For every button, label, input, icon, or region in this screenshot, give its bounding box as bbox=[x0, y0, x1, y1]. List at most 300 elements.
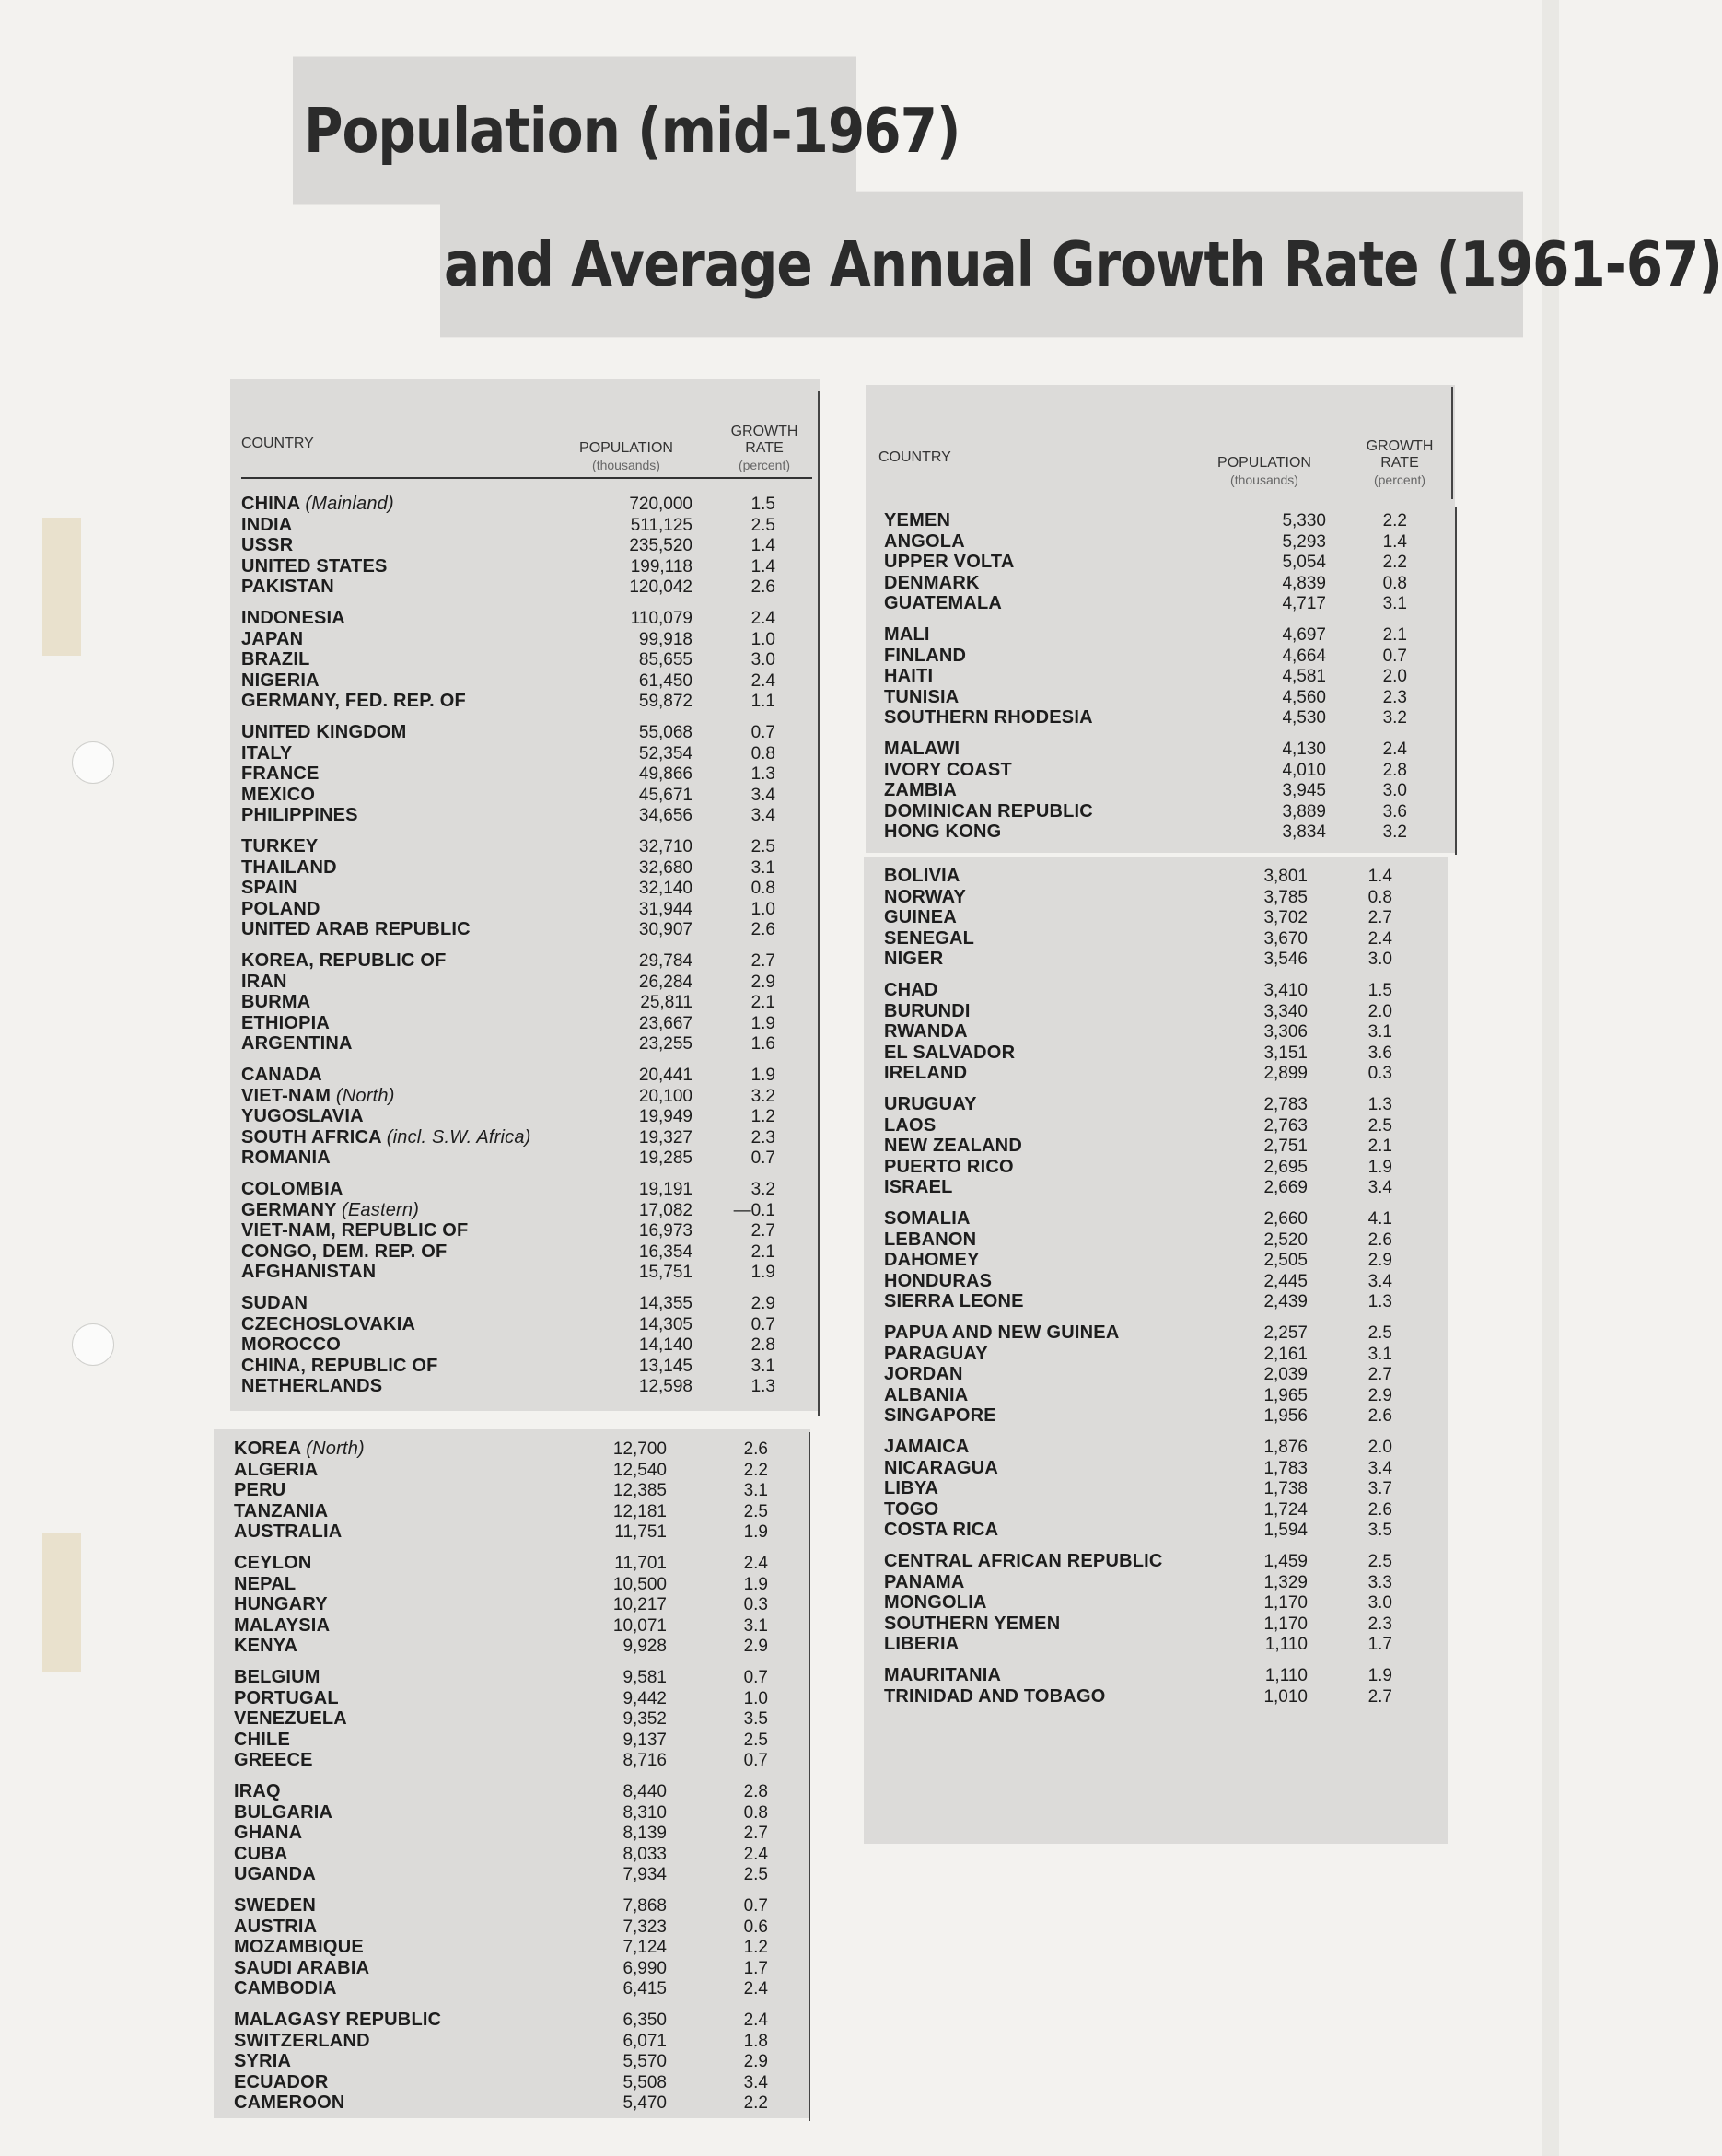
table-row bbox=[884, 1478, 1437, 1499]
growth-rate-value: 1.4 bbox=[1382, 531, 1407, 552]
country-name-text: SOUTHERN RHODESIA bbox=[884, 707, 1093, 728]
country-name bbox=[241, 629, 303, 650]
population-value: 4,530 bbox=[1282, 708, 1326, 728]
country-name-text: ITALY bbox=[241, 742, 293, 763]
population-value: 32,680 bbox=[638, 857, 692, 878]
country-name-text: CZECHOSLOVAKIA bbox=[241, 1313, 416, 1334]
table-row bbox=[234, 2072, 805, 2093]
country-name bbox=[241, 1293, 308, 1314]
table-row bbox=[241, 1293, 812, 1314]
growth-rate-value: 3.3 bbox=[1367, 1572, 1392, 1592]
country-name-text: IRAN bbox=[241, 971, 287, 992]
country-name bbox=[241, 1148, 331, 1169]
column-rule-right-upper bbox=[1455, 507, 1457, 855]
country-name-text: AUSTRIA bbox=[234, 1916, 318, 1937]
country-name bbox=[884, 624, 930, 646]
country-name bbox=[884, 1665, 1001, 1686]
table-row bbox=[241, 649, 812, 670]
header-growth-label: GROWTH bbox=[730, 424, 798, 439]
country-name bbox=[884, 510, 950, 531]
growth-rate-value: 3.1 bbox=[1367, 1344, 1392, 1364]
country-name-text: KOREA, REPUBLIC OF bbox=[241, 950, 447, 971]
country-name bbox=[241, 950, 447, 972]
country-name bbox=[234, 1667, 320, 1688]
country-name-text: FINLAND bbox=[884, 645, 967, 666]
country-name-text: INDONESIA bbox=[241, 608, 345, 628]
country-name-text: MAURITANIA bbox=[884, 1665, 1002, 1685]
growth-rate-value: 0.7 bbox=[743, 1896, 768, 1916]
population-value: 6,415 bbox=[622, 1979, 667, 1999]
country-name bbox=[234, 1439, 365, 1460]
country-name bbox=[234, 1730, 290, 1751]
growth-rate-value: 3.0 bbox=[750, 650, 775, 670]
country-name-text: JAPAN bbox=[241, 628, 304, 649]
growth-rate-value: 3.5 bbox=[743, 1709, 768, 1730]
country-name-text: GUATEMALA bbox=[884, 593, 1003, 614]
population-value: 26,284 bbox=[638, 972, 692, 992]
country-name-text: THAILAND bbox=[241, 857, 337, 878]
table-row bbox=[234, 1480, 805, 1501]
population-value: 8,139 bbox=[622, 1824, 667, 1844]
country-name bbox=[241, 899, 320, 920]
population-value: 5,570 bbox=[622, 2052, 667, 2072]
country-name bbox=[884, 1634, 959, 1655]
table-row bbox=[884, 1385, 1437, 1406]
country-name bbox=[241, 1086, 395, 1107]
country-name-text: ALBANIA bbox=[884, 1384, 969, 1405]
population-value: 4,697 bbox=[1282, 625, 1326, 645]
growth-rate-value: 1.7 bbox=[743, 1958, 768, 1978]
population-value: 19,327 bbox=[638, 1127, 692, 1148]
population-value: 5,054 bbox=[1282, 553, 1326, 573]
table-row bbox=[884, 707, 1446, 728]
table-row bbox=[241, 1241, 812, 1263]
country-name bbox=[884, 1230, 976, 1251]
population-value: 8,440 bbox=[622, 1782, 667, 1801]
country-name-text: JAMAICA bbox=[884, 1437, 970, 1457]
growth-rate-value: 1.9 bbox=[750, 1066, 775, 1085]
population-value: 23,255 bbox=[638, 1034, 692, 1055]
table-row bbox=[234, 1750, 805, 1771]
country-name bbox=[884, 707, 1093, 728]
table-row bbox=[884, 1499, 1437, 1521]
population-value: 61,450 bbox=[638, 670, 692, 691]
country-name bbox=[241, 785, 315, 806]
country-name-text: BOLIVIA bbox=[884, 866, 960, 886]
country-name bbox=[884, 739, 960, 760]
country-name bbox=[234, 2051, 291, 2072]
growth-rate-value: 4.1 bbox=[1367, 1209, 1392, 1229]
population-value: 5,470 bbox=[622, 2093, 667, 2114]
table-row bbox=[234, 1895, 805, 1917]
growth-rate-value: 3.4 bbox=[750, 785, 775, 805]
country-name-text: MALAGASY REPUBLIC bbox=[234, 2010, 442, 2030]
growth-rate-value: 2.9 bbox=[743, 2052, 768, 2072]
country-name-text: ISRAEL bbox=[884, 1177, 953, 1198]
growth-rate-value: 1.9 bbox=[1367, 1157, 1392, 1177]
growth-rate-value: 2.5 bbox=[1367, 1323, 1392, 1343]
growth-rate-value: 1.9 bbox=[743, 1522, 768, 1543]
population-value: 2,161 bbox=[1263, 1344, 1308, 1364]
country-name-text: UNITED KINGDOM bbox=[241, 722, 407, 742]
header-population-unit-right: (thousands) bbox=[1230, 472, 1298, 487]
growth-rate-value: 1.0 bbox=[750, 899, 775, 919]
population-value: 2,669 bbox=[1263, 1178, 1308, 1198]
growth-rate-value: 2.6 bbox=[743, 1439, 768, 1459]
country-name bbox=[234, 1501, 328, 1522]
population-value: 7,323 bbox=[622, 1917, 667, 1937]
growth-rate-value: 0.8 bbox=[1382, 573, 1407, 593]
growth-rate-value: 2.0 bbox=[1382, 667, 1407, 687]
country-name bbox=[241, 1262, 376, 1283]
population-value: 1,110 bbox=[1264, 1666, 1308, 1685]
population-value: 17,082 bbox=[638, 1200, 692, 1220]
column-rule-left-lower bbox=[809, 1432, 810, 2121]
table-row bbox=[884, 1437, 1437, 1458]
table-row bbox=[884, 1665, 1437, 1686]
country-name bbox=[241, 1127, 531, 1148]
table-row bbox=[884, 552, 1446, 573]
growth-rate-value: 0.7 bbox=[750, 1314, 775, 1334]
country-name-text: GERMANY bbox=[241, 1199, 343, 1220]
country-name bbox=[241, 763, 320, 785]
growth-rate-value: 3.2 bbox=[750, 1086, 775, 1106]
population-value: 2,039 bbox=[1263, 1365, 1308, 1385]
table-row bbox=[884, 1291, 1437, 1312]
column-rule-right-header bbox=[1451, 387, 1453, 499]
growth-rate-value: 0.7 bbox=[750, 723, 775, 742]
table-row bbox=[241, 1356, 812, 1377]
country-name-qualifier: (North) bbox=[335, 1085, 395, 1106]
growth-rate-value: 2.2 bbox=[1382, 511, 1407, 530]
table-row bbox=[884, 1614, 1437, 1635]
table-row bbox=[884, 907, 1437, 928]
country-name-text: IRAQ bbox=[234, 1781, 281, 1801]
growth-rate-value: 1.5 bbox=[1367, 981, 1392, 1000]
table-row bbox=[884, 1136, 1437, 1157]
population-value: 19,191 bbox=[638, 1180, 692, 1199]
country-name-text: BURUNDI bbox=[884, 1000, 971, 1021]
country-name-text: BURMA bbox=[241, 992, 311, 1013]
growth-rate-value: 1.9 bbox=[1367, 1666, 1392, 1685]
population-value: 1,329 bbox=[1263, 1572, 1308, 1592]
growth-rate-value: 3.6 bbox=[1382, 801, 1407, 822]
header-growth-unit: (percent) bbox=[738, 458, 791, 472]
growth-rate-value: 1.6 bbox=[750, 1034, 775, 1055]
country-name-text: TUNISIA bbox=[884, 686, 960, 707]
country-name-text: NIGER bbox=[884, 949, 944, 970]
growth-rate-value: 1.3 bbox=[1367, 1095, 1392, 1114]
growth-rate-value: 2.8 bbox=[750, 1335, 775, 1356]
country-name bbox=[241, 1065, 322, 1086]
country-name-text: PANAMA bbox=[884, 1571, 965, 1592]
country-name bbox=[241, 1013, 330, 1034]
punch-hole-lower bbox=[72, 1323, 114, 1366]
population-value: 12,598 bbox=[638, 1377, 692, 1397]
growth-rate-value: 1.7 bbox=[1367, 1635, 1392, 1655]
population-value: 32,140 bbox=[638, 879, 692, 899]
page-subtitle: and Average Annual Growth Rate (1961-67) bbox=[440, 192, 1523, 338]
country-name bbox=[241, 535, 293, 556]
table-row bbox=[241, 743, 812, 764]
country-name bbox=[884, 1405, 996, 1427]
header-growth-label-right: GROWTH bbox=[1366, 438, 1434, 454]
country-name bbox=[234, 1636, 297, 1657]
population-value: 2,257 bbox=[1263, 1323, 1308, 1343]
country-name bbox=[241, 1314, 415, 1335]
growth-rate-value: 3.1 bbox=[743, 1481, 768, 1501]
population-value: 12,181 bbox=[612, 1501, 667, 1521]
country-name bbox=[884, 531, 965, 553]
growth-rate-value: 2.0 bbox=[1367, 1001, 1392, 1021]
population-value: 720,000 bbox=[629, 495, 692, 514]
growth-rate-value: 1.9 bbox=[750, 1013, 775, 1033]
country-name-text: IVORY COAST bbox=[884, 759, 1012, 780]
population-value: 1,594 bbox=[1263, 1521, 1308, 1541]
growth-rate-value: 1.5 bbox=[750, 495, 775, 514]
table-row bbox=[241, 1106, 812, 1127]
country-name bbox=[884, 1250, 980, 1271]
population-value: 6,990 bbox=[622, 1958, 667, 1978]
table-row bbox=[884, 573, 1446, 594]
country-name bbox=[241, 1200, 419, 1221]
population-value: 2,505 bbox=[1263, 1251, 1308, 1271]
country-name-text: PAKISTAN bbox=[241, 577, 334, 598]
punch-hole-upper bbox=[72, 741, 114, 784]
growth-rate-value: 0.7 bbox=[750, 1148, 775, 1169]
country-name bbox=[241, 670, 320, 692]
country-name bbox=[884, 1592, 987, 1614]
growth-rate-value: 2.6 bbox=[750, 920, 775, 940]
table-row bbox=[234, 1574, 805, 1595]
table-row bbox=[241, 972, 812, 993]
country-name bbox=[234, 1594, 328, 1615]
table-row bbox=[884, 928, 1437, 950]
table-row bbox=[234, 2092, 805, 2114]
table-row bbox=[241, 629, 812, 650]
country-name bbox=[241, 1106, 364, 1127]
header-country: COUNTRY bbox=[241, 436, 314, 451]
country-name bbox=[234, 1708, 347, 1730]
table-row bbox=[884, 949, 1437, 970]
country-name-text: HUNGARY bbox=[234, 1594, 328, 1615]
table-row bbox=[234, 1688, 805, 1709]
country-name bbox=[884, 1177, 953, 1198]
country-name bbox=[884, 646, 966, 667]
country-name-text: IRELAND bbox=[884, 1063, 968, 1084]
country-name bbox=[241, 577, 334, 598]
population-value: 9,928 bbox=[622, 1637, 667, 1657]
population-value: 8,033 bbox=[622, 1844, 667, 1864]
country-name bbox=[241, 649, 310, 670]
table-row bbox=[884, 1208, 1437, 1230]
growth-rate-value: 2.4 bbox=[1367, 928, 1392, 949]
growth-rate-value: 2.6 bbox=[1367, 1230, 1392, 1250]
growth-rate-value: 0.7 bbox=[743, 1668, 768, 1687]
population-value: 2,763 bbox=[1263, 1115, 1308, 1136]
growth-rate-value: 2.4 bbox=[743, 1844, 768, 1864]
table-row bbox=[884, 531, 1446, 553]
country-name bbox=[884, 1291, 1024, 1312]
country-name bbox=[884, 780, 957, 801]
growth-rate-value: 2.5 bbox=[743, 1501, 768, 1521]
country-name bbox=[234, 1937, 364, 1958]
table-row bbox=[241, 670, 812, 692]
country-name bbox=[241, 1334, 341, 1356]
country-name-text: NEW ZEALAND bbox=[884, 1136, 1022, 1157]
table-row bbox=[234, 1937, 805, 1958]
country-name bbox=[884, 1364, 963, 1385]
population-value: 30,907 bbox=[638, 920, 692, 940]
growth-rate-value: 3.1 bbox=[1367, 1022, 1392, 1043]
growth-rate-value: 2.7 bbox=[1367, 1686, 1392, 1707]
growth-rate-value: 0.8 bbox=[750, 879, 775, 899]
population-value: 31,944 bbox=[638, 899, 692, 919]
country-name bbox=[884, 1572, 965, 1593]
header-population-right bbox=[1195, 455, 1333, 488]
population-value: 10,500 bbox=[612, 1574, 667, 1594]
country-name-text: SPAIN bbox=[241, 878, 297, 899]
table-row bbox=[241, 1148, 812, 1169]
growth-rate-value: 0.8 bbox=[743, 1802, 768, 1823]
growth-rate-value: 2.5 bbox=[1367, 1115, 1392, 1136]
population-value: 29,784 bbox=[638, 951, 692, 971]
country-name bbox=[884, 1323, 1119, 1344]
country-name bbox=[234, 1823, 302, 1844]
header-growth-rate-right bbox=[1354, 438, 1446, 488]
growth-rate-value: 3.1 bbox=[743, 1615, 768, 1636]
population-value: 5,508 bbox=[622, 2072, 667, 2092]
population-value: 19,285 bbox=[638, 1148, 692, 1169]
country-name-text: TOGO bbox=[884, 1498, 939, 1520]
population-value: 1,965 bbox=[1263, 1385, 1308, 1405]
growth-rate-value: 2.1 bbox=[750, 993, 775, 1013]
country-name-text: ROMANIA bbox=[241, 1148, 331, 1169]
growth-rate-value: 3.2 bbox=[750, 1180, 775, 1199]
country-name-text: CHILE bbox=[234, 1729, 290, 1750]
table-row bbox=[241, 805, 812, 826]
table-row bbox=[241, 535, 812, 556]
growth-rate-value: —0.1 bbox=[733, 1200, 775, 1220]
growth-rate-value: 2.5 bbox=[750, 515, 775, 535]
country-name-text: YEMEN bbox=[884, 510, 951, 530]
country-name bbox=[884, 1115, 936, 1136]
growth-rate-value: 2.2 bbox=[743, 1460, 768, 1480]
country-name-text: PORTUGAL bbox=[234, 1687, 339, 1708]
country-name-text: RWANDA bbox=[884, 1021, 968, 1043]
country-name bbox=[241, 515, 292, 536]
table-row bbox=[241, 1179, 812, 1200]
country-name-text: JORDAN bbox=[884, 1364, 963, 1385]
table-panel-left-upper bbox=[230, 379, 820, 1411]
table-row bbox=[884, 1094, 1437, 1115]
population-value: 4,010 bbox=[1282, 760, 1326, 780]
growth-rate-value: 2.6 bbox=[1367, 1499, 1392, 1520]
growth-rate-value: 2.8 bbox=[743, 1782, 768, 1801]
country-name bbox=[234, 1750, 313, 1771]
country-name bbox=[884, 801, 1093, 822]
table-row bbox=[884, 593, 1446, 614]
table-row bbox=[884, 866, 1437, 887]
country-name-text: PERU bbox=[234, 1480, 286, 1501]
country-name bbox=[241, 972, 287, 993]
population-value: 3,945 bbox=[1282, 781, 1326, 801]
population-value: 2,660 bbox=[1263, 1209, 1308, 1229]
table-row bbox=[884, 1157, 1437, 1178]
table-row bbox=[234, 1460, 805, 1481]
header-rule bbox=[241, 477, 812, 479]
header-rate-label: RATE bbox=[745, 440, 784, 456]
table-row bbox=[234, 1844, 805, 1865]
header-population-label-right: POPULATION bbox=[1217, 455, 1311, 471]
population-value: 1,170 bbox=[1263, 1614, 1308, 1634]
table-row bbox=[234, 1978, 805, 1999]
table-row bbox=[884, 739, 1446, 760]
country-name bbox=[884, 949, 943, 970]
country-name-text: TRINIDAD AND TOBAGO bbox=[884, 1685, 1106, 1707]
table-row bbox=[241, 1013, 812, 1034]
country-name-text: PHILIPPINES bbox=[241, 805, 358, 826]
growth-rate-value: 1.3 bbox=[750, 764, 775, 785]
growth-rate-value: 1.2 bbox=[750, 1107, 775, 1127]
table-row bbox=[241, 950, 812, 972]
population-value: 2,899 bbox=[1263, 1064, 1308, 1084]
growth-rate-value: 3.5 bbox=[1367, 1521, 1392, 1541]
country-name bbox=[884, 980, 938, 1001]
country-name-text: SINGAPORE bbox=[884, 1405, 996, 1427]
growth-rate-value: 2.5 bbox=[743, 1730, 768, 1750]
population-value: 25,811 bbox=[640, 993, 692, 1013]
population-value: 20,100 bbox=[638, 1086, 692, 1106]
population-value: 23,667 bbox=[638, 1013, 692, 1033]
country-name-qualifier: (Eastern) bbox=[342, 1199, 420, 1220]
country-name bbox=[234, 1895, 316, 1917]
table-panel-left-lower bbox=[214, 1429, 810, 2118]
growth-rate-value: 2.4 bbox=[743, 2010, 768, 2030]
growth-rate-value: 2.4 bbox=[750, 609, 775, 628]
country-name bbox=[884, 1001, 971, 1022]
table-row bbox=[884, 687, 1446, 708]
population-value: 3,546 bbox=[1263, 950, 1308, 970]
country-name bbox=[234, 1958, 369, 1979]
growth-rate-value: 2.7 bbox=[1367, 1365, 1392, 1385]
table-row bbox=[241, 722, 812, 743]
country-name bbox=[241, 556, 388, 577]
table-row bbox=[884, 646, 1446, 667]
country-name-text: CHAD bbox=[884, 980, 938, 1000]
growth-rate-value: 3.2 bbox=[1382, 708, 1407, 728]
population-value: 55,068 bbox=[638, 723, 692, 742]
population-value: 2,439 bbox=[1263, 1292, 1308, 1312]
population-value: 10,217 bbox=[612, 1595, 667, 1615]
growth-rate-value: 2.9 bbox=[1367, 1251, 1392, 1271]
country-name bbox=[241, 1376, 382, 1397]
country-name-text: CONGO, DEM. REP. OF bbox=[241, 1241, 448, 1262]
growth-rate-value: 3.1 bbox=[750, 857, 775, 878]
table-row bbox=[884, 1021, 1437, 1043]
country-name bbox=[241, 857, 337, 879]
country-name bbox=[234, 1781, 281, 1802]
table-row bbox=[241, 608, 812, 629]
table-row bbox=[234, 2051, 805, 2072]
population-value: 511,125 bbox=[630, 515, 692, 535]
population-value: 14,140 bbox=[638, 1335, 692, 1356]
table-row bbox=[241, 899, 812, 920]
table-row bbox=[234, 1594, 805, 1615]
growth-rate-value: 0.6 bbox=[743, 1917, 768, 1937]
tape-strip-top bbox=[42, 518, 81, 656]
population-value: 199,118 bbox=[630, 556, 692, 577]
